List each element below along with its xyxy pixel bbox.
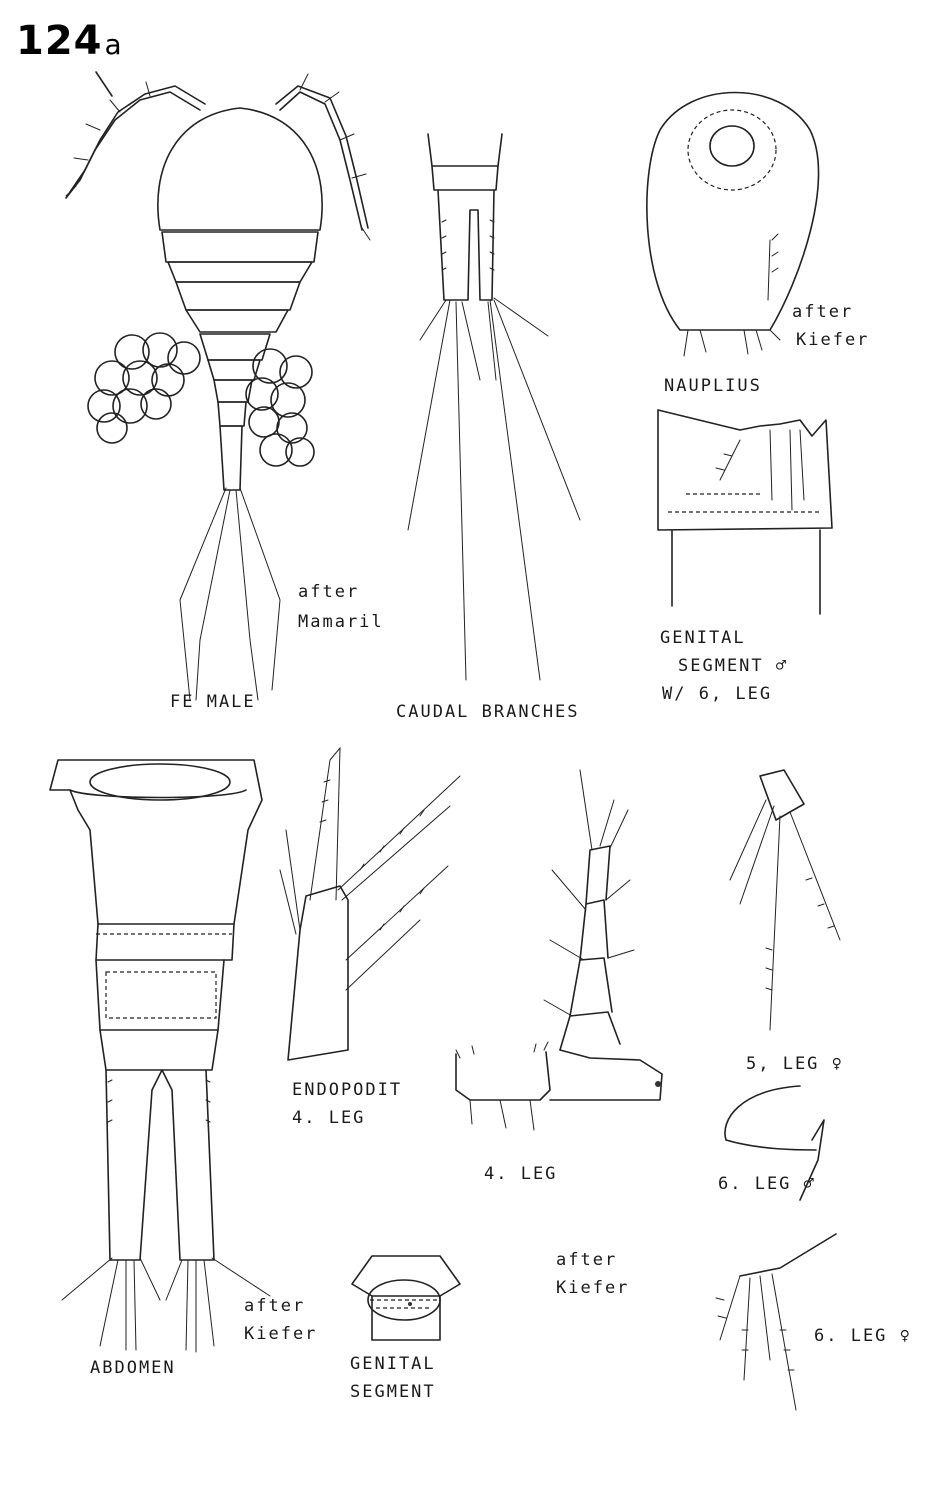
label-female: FE MALE [170,692,256,712]
label-caudal-branches: CAUDAL BRANCHES [396,702,580,722]
label-after-mamaril-line2: Mamaril [298,612,384,632]
label-after-kiefer-center-line1: after [556,1250,618,1270]
genital-segment-drawing [352,1256,460,1340]
label-genital-segment-male-line2: SEGMENT ♂ [678,656,789,676]
caudal-branches-drawing [408,134,580,680]
egg-sac-left [88,333,200,443]
label-after-kiefer-abdomen-line1: after [244,1296,306,1316]
label-leg5-female: 5, LEG ♀ [746,1054,844,1074]
endopodit-drawing [280,748,460,1060]
plate-number-suffix: a [104,28,123,61]
label-genital-segment-male-line1: GENITAL [660,628,746,648]
plate-number-main: 124 [16,18,103,64]
abdomen-drawing [50,760,270,1352]
label-abdomen: ABDOMEN [90,1358,176,1378]
label-genital-segment-line2: SEGMENT [350,1382,436,1402]
label-after-kiefer-abdomen-line2: Kiefer [244,1324,318,1344]
label-genital-segment-male-line3: W/ 6, LEG [662,684,773,704]
label-leg4: 4. LEG [484,1164,558,1184]
label-leg6-female: 6. LEG ♀ [814,1326,912,1346]
leg6-female-drawing [716,1234,836,1410]
label-endopodit-line2: 4. LEG [292,1108,366,1128]
genital-segment-male-drawing [658,410,832,614]
female-copepod-drawing [66,72,370,700]
leg4-drawing [456,770,662,1130]
label-after-kiefer-nauplius-line2: Kiefer [796,330,870,350]
label-nauplius: NAUPLIUS [664,376,762,396]
label-genital-segment-line1: GENITAL [350,1354,436,1374]
label-after-kiefer-nauplius-line1: after [792,302,854,322]
leg5-female-drawing [730,770,840,1030]
label-after-kiefer-center-line2: Kiefer [556,1278,630,1298]
label-endopodit-line1: ENDOPODIT [292,1080,403,1100]
egg-sac-right [246,349,314,466]
label-after-mamaril-line1: after [298,582,360,602]
label-leg6-male: 6. LEG ♂ [718,1174,816,1194]
